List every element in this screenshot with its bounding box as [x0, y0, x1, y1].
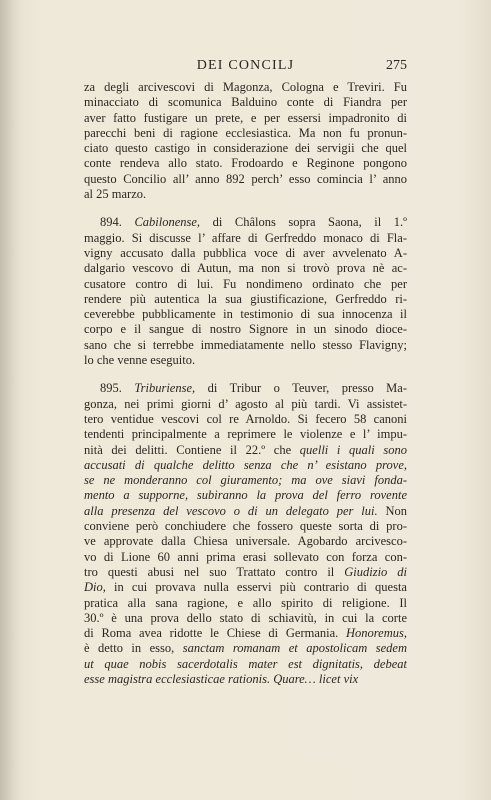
text-line — [84, 596, 407, 611]
text-line — [84, 473, 407, 488]
italic-text: alla presenza del vescovo o di un delegato per lui. — [84, 503, 378, 518]
text-run: è detto in esso, — [84, 641, 183, 656]
text-run: conviene però conchiudere che fossero queste sorta di pro- — [84, 519, 407, 534]
italic-text: Dio, — [84, 580, 106, 595]
text-line — [84, 672, 407, 687]
text-line — [84, 488, 407, 503]
italic-text: Cabilonense, — [134, 215, 201, 230]
text-line — [84, 246, 407, 261]
text-run: minacciato di scomunica Balduino conte di Fiandra per — [84, 95, 407, 110]
text-line — [84, 412, 407, 427]
text-run: in cui provava nulla esservi più contrario di questa — [105, 580, 407, 595]
text-run: 895. — [100, 381, 135, 396]
text-line — [84, 397, 407, 412]
paragraph-gap — [84, 368, 407, 381]
text-run: nità dei delitti. Contiene il 22.º che — [84, 442, 300, 457]
text-run: parecchi beni di ragione ecclesiastica. Ma non fu pronun- — [84, 125, 407, 140]
text-line — [84, 338, 407, 353]
text-run: tro questi abusi nel suo Trattato contro il — [84, 564, 345, 579]
text-run: di Tribur o Teuver, presso Ma- — [195, 381, 407, 396]
text-line — [84, 641, 407, 656]
text-run: ciato questo castigo in considerazione dei servigii che quel — [84, 141, 407, 156]
text-run: tero ventidue vescovi col re Arnoldo. Si fecero 58 canoni — [84, 411, 407, 426]
text-line — [84, 126, 407, 141]
paragraph — [84, 381, 407, 687]
italic-text: esse magistra ecclesiasticae rationis. Quare… licet vix — [84, 671, 359, 686]
paragraph-gap — [84, 202, 407, 215]
text-line — [84, 261, 407, 276]
text-run: 30.º è una prova dello stato di schiavitù, in cui la corte — [84, 610, 407, 625]
text-line — [84, 611, 407, 626]
text-line — [84, 626, 407, 641]
text-line — [84, 458, 407, 473]
italic-text: accusati di qualche delitto senza che n’ esistano prove, — [84, 457, 407, 472]
text-line — [84, 307, 407, 322]
text-line — [84, 565, 407, 580]
text-run: di Roma avea ridotte le Chiese di Germania. — [84, 626, 346, 641]
text-run: rendere più autentica la sua giustificazione, Gerfreddo ri- — [84, 291, 407, 306]
text-run: conte rendeva allo stato. Frodoardo e Reginone pongono — [84, 156, 407, 171]
text-run: ceverebbe pubblicamente in testimonio di sua innocenza il — [84, 307, 407, 322]
body-text — [84, 80, 407, 687]
text-run: za degli arcivescovi di Magonza, Cologna e Treviri. Fu — [84, 80, 407, 94]
text-run: vigny accusato dalla pubblica voce di aver avvelenato A- — [84, 245, 407, 260]
italic-text: ut quae nobis sacerdotalis mater est dignitatis, debeat — [84, 656, 407, 671]
text-line — [84, 381, 407, 396]
text-line — [84, 657, 407, 672]
italic-text: Honoremus, — [346, 626, 407, 641]
text-line — [84, 504, 407, 519]
italic-text: Giudizio di — [344, 564, 407, 579]
text-line — [84, 277, 407, 292]
text-line — [84, 231, 407, 246]
text-run: aver fatto fustigare un prete, e per essersi impadronito di — [84, 110, 407, 125]
binding-shadow — [0, 0, 22, 800]
text-run: maggio. Si discusse l’ affare di Gerfreddo monaco di Fla- — [84, 230, 407, 245]
text-line — [84, 156, 407, 171]
italic-text: sanctam romanam et apostolicam sedem — [182, 641, 407, 656]
paragraph — [84, 215, 407, 368]
italic-text: quelli i quali sono — [299, 442, 407, 457]
text-run: cusatore contro di lui. Fu nondimeno ordinato che per — [84, 276, 407, 291]
text-line — [84, 427, 407, 442]
text-line — [84, 80, 407, 95]
text-run: vo di Lione 60 anni prima erasi sollevato con forza con- — [84, 549, 407, 564]
text-run: pratica alla sana ragione, e allo spirito di religione. Il — [84, 595, 407, 610]
running-head — [84, 58, 407, 76]
italic-text: se ne monderanno col giuramento; ma ove siavi fonda- — [84, 473, 407, 488]
text-run: Non — [377, 503, 407, 518]
text-run: tendenti principalmente a reprimere le violenze e l’ impu- — [84, 427, 407, 442]
running-title: DEI CONCILJ — [196, 58, 295, 73]
text-run: dalgario vescovo di Autun, ma non si trovò prova nè ac- — [84, 261, 407, 276]
text-line — [84, 534, 407, 549]
text-line — [84, 353, 407, 368]
text-run: sano che si terrebbe immediatamente nello stesso Flavigny; — [84, 337, 407, 352]
text-run: corpo e il sangue di nostro Signore in un sinodo dioce- — [84, 322, 407, 337]
italic-text: mento a supporne, subiranno la prova del ferro rovente — [84, 488, 407, 503]
text-line — [84, 580, 407, 595]
text-run: di Châlons sopra Saona, il 1.º — [200, 215, 407, 230]
text-run: lo che venne eseguito. — [84, 353, 196, 368]
text-line — [84, 141, 407, 156]
text-run: gonza, nei primi giorni d’ agosto al più tardi. Vi assistet- — [84, 396, 407, 411]
text-run: al 25 marzo. — [84, 187, 147, 202]
text-line — [84, 187, 407, 202]
text-line — [84, 172, 407, 187]
italic-text: Triburiense, — [134, 381, 196, 396]
text-line — [84, 322, 407, 337]
page-number: 275 — [386, 58, 407, 73]
paragraph — [84, 80, 407, 202]
text-line — [84, 95, 407, 110]
text-line — [84, 443, 407, 458]
text-line — [84, 519, 407, 534]
text-run: questo Concilio all’ anno 892 perch’ esso comincia l’ anno — [84, 171, 407, 186]
text-line — [84, 292, 407, 307]
text-run: 894. — [100, 215, 135, 230]
text-line — [84, 550, 407, 565]
text-line — [84, 111, 407, 126]
text-run: ve approvate dalla Chiesa universale. Agobardo arcivesco- — [84, 534, 407, 549]
text-line — [84, 215, 407, 230]
